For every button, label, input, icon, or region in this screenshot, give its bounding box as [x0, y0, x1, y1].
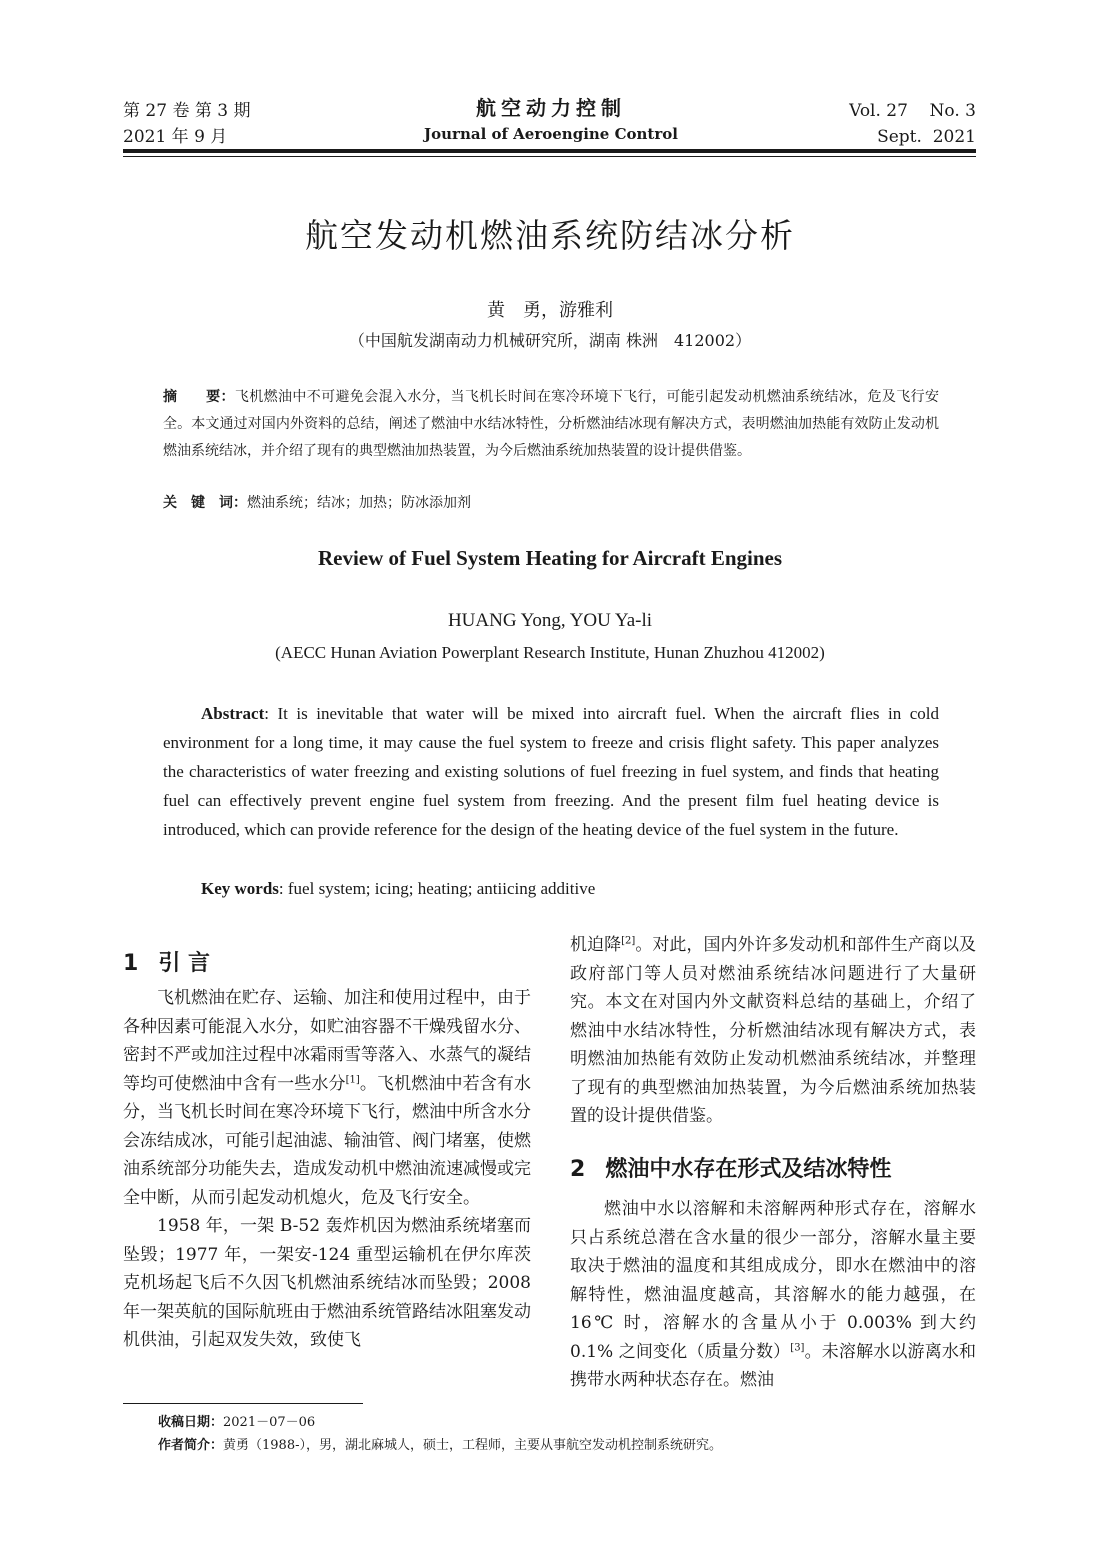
abstract-cn-label: 摘 要： [163, 389, 235, 405]
section-1-paragraph-1 [123, 984, 531, 1212]
received-label: 收稿日期： [158, 1415, 224, 1430]
continuation-text-b: 。对此，国内外许多发动机和部件生产商以及政府部门等人员对燃油系统结冰问题进行了大量研究。本文在对国内外文献资料总结的基础上，介绍了燃油中水结冰特性，分析燃油结冰现有解决方式，表明燃油加热能有效防止发动机燃油系统结冰，并整理了现有的典型燃油加热装置，为今后燃油系统加热装置的设计提供借鉴。 [570, 935, 977, 1126]
section-1-number: 1 [123, 951, 139, 976]
paper-title-cn: 航空发动机燃油系统防结冰分析 [305, 216, 795, 255]
running-header-left [123, 98, 250, 150]
author-bio-text: 黄勇（1988-），男，湖北麻城人，硕士，工程师，主要从事航空发动机控制系统研究。 [223, 1438, 722, 1453]
affiliation-cn: （中国航发湖南动力机械研究所，湖南 株洲 412002） [348, 331, 752, 350]
continuation-text-a: 机迫降 [570, 935, 622, 955]
section-1-heading [123, 946, 210, 977]
keywords-en-text: : fuel system; icing; heating; antiicing additive [278, 879, 596, 898]
footnote-rule [123, 1403, 363, 1404]
section-2-p1-text-b: 。未溶解水以游离水和携带水两种状态存在。燃油 [570, 1341, 977, 1390]
abstract-cn-text: 飞机燃油中不可避免会混入水分，当飞机长时间在寒冷环境下飞行，可能引起发动机燃油系统结冰，危及飞行安全。本文通过对国内外资料的总结，阐述了燃油中水结冰特性，分析燃油结冰现有解决方式，表明燃油加热能有效防止发动机燃油系统结冰，并介绍了现有的典型燃油加热装置，为今后燃油系统加热装置的设计提供借鉴。 [163, 389, 940, 459]
left-column-body [123, 984, 531, 1355]
citation-ref-1: [1] [345, 1073, 360, 1085]
abstract-en [163, 699, 939, 844]
section-2-title: 燃油中水存在形式及结冰特性 [605, 1157, 892, 1182]
right-column-body [570, 931, 976, 1131]
running-header-right [849, 98, 976, 150]
section-2-heading [570, 1152, 891, 1183]
paper-title-en: Review of Fuel System Heating for Aircraft Engines [317, 546, 783, 570]
section-1-continuation [570, 931, 976, 1131]
received-date: 2021－07－06 [223, 1415, 316, 1430]
authors-en: HUANG Yong, YOU Ya-li [447, 610, 653, 631]
header-rule-thick [123, 149, 976, 153]
volume-issue-en: Vol. 27 No. 3 [849, 101, 976, 121]
abstract-cn [163, 384, 939, 465]
footnote-received [158, 1413, 315, 1433]
affiliation-en: (AECC Hunan Aviation Powerplant Research Institute, Hunan Zhuzhou 412002) [275, 643, 825, 662]
keywords-en [201, 874, 941, 903]
journal-name-en: Journal of Aeroengine Control [424, 125, 678, 143]
section-1-p1-text-b: 。飞机燃油中若含有水分，当飞机长时间在寒冷环境下飞行，燃油中所含水分会冻结成冰，可能引起油滤、输油管、阀门堵塞，使燃油系统部分功能失去，造成发动机中燃油流速减慢或完全中断，从而引起发动机熄火，危及飞行安全。 [123, 1073, 532, 1208]
abstract-en-label: Abstract [201, 704, 265, 723]
author-bio-label: 作者简介： [158, 1438, 224, 1453]
section-2-number: 2 [570, 1157, 586, 1182]
section-1-title: 引 言 [158, 951, 210, 976]
section-2-p1-text-a: 燃油中水以溶解和未溶解两种形式存在，溶解水只占系统总潜在含水量的很少一部分，溶解水量主要取决于燃油的温度和其组成成分，即水在燃油中的溶解特性，燃油温度越高，其溶解水的能力越强，在 16℃ 时，溶解水的含量从小于 0.003% 到大约 0.1% 之间变化（质量分数） [570, 1199, 976, 1362]
footnote-author-bio [158, 1436, 722, 1456]
section-2-paragraph-1 [570, 1195, 976, 1395]
running-header-journal [351, 94, 751, 146]
section-1-paragraph-2: 1958 年，一架 B-52 轰炸机因为燃油系统堵塞而坠毁；1977 年，一架安-124 重型运输机在伊尔库茨克机场起飞后不久因飞机燃油系统结冰而坠毁；2008 年一架英航的国际航班由于燃油系统管路结冰阻塞发动机供油，引起双发失效，致使飞 [123, 1216, 531, 1350]
authors-cn: 黄 勇，游雅利 [487, 300, 613, 321]
section-2-body [570, 1195, 976, 1395]
citation-ref-3: [3] [790, 1341, 805, 1353]
publication-date-en: Sept. 2021 [877, 127, 976, 147]
keywords-cn-text: 燃油系统；结冰；加热；防冰添加剂 [247, 495, 471, 511]
journal-name-cn: 航空动力控制 [476, 96, 626, 120]
keywords-cn-label: 关 键 词： [163, 495, 247, 511]
citation-ref-2: [2] [621, 935, 636, 947]
abstract-en-text: : It is inevitable that water will be mixed into aircraft fuel. When the aircraft flies in cold environment for a long time, it may cause the fuel system to freeze and crisis flight safety. This paper analyzes the characteristics of water freezing and existing solutions of fuel freezing in fuel system, and finds that heating fuel can effectively prevent engine fuel system from freezing. And the present film fuel heating device is introduced, which can provide reference for the design of the heating device of the fuel system in the future. [163, 704, 939, 839]
volume-issue: 第 27 卷 第 3 期 [123, 101, 251, 121]
keywords-en-label: Key words [201, 879, 279, 898]
section-1-p1-text-a: 飞机燃油在贮存、运输、加注和使用过程中，由于各种因素可能混入水分，如贮油容器不干燥残留水分、密封不严或加注过程中冰霜雨雪等落入、水蒸气的凝结等均可使燃油中含有一些水分 [123, 988, 531, 1094]
keywords-cn [163, 490, 939, 516]
header-rule-thin [123, 156, 976, 157]
publication-date: 2021 年 9 月 [123, 127, 228, 147]
